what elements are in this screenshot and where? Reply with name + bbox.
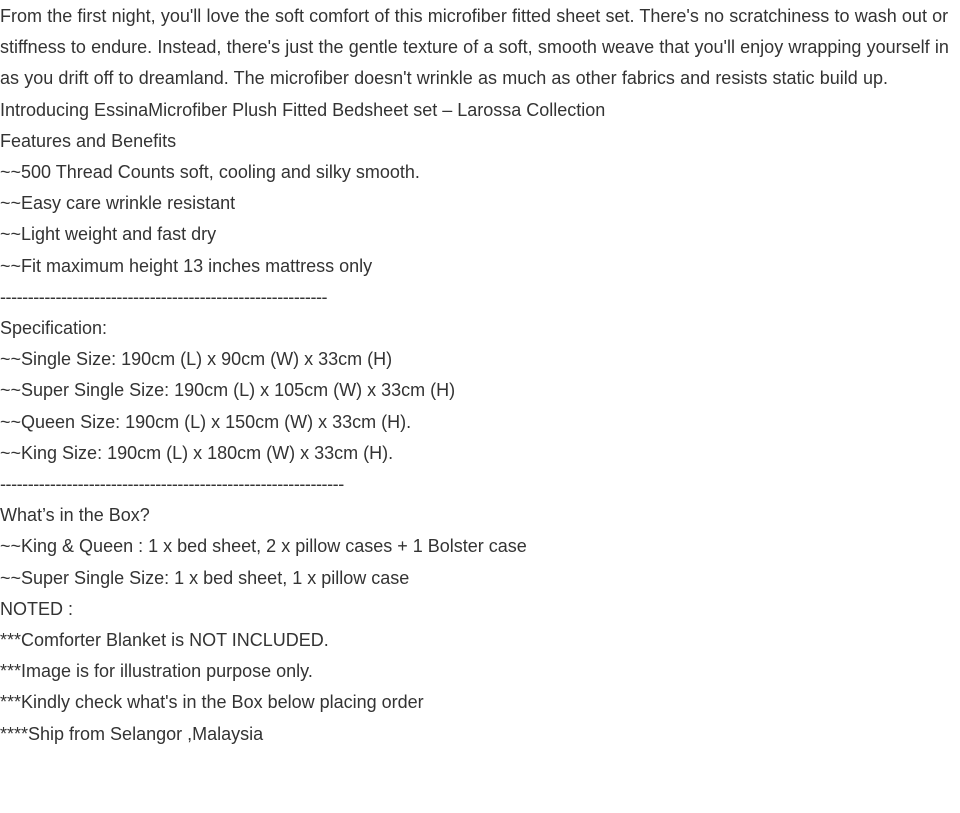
feature-item: ~~Easy care wrinkle resistant <box>0 193 236 214</box>
box-item: ~~King & Queen : 1 x bed sheet, 2 x pillow cases + 1 Bolster case <box>0 536 527 557</box>
note-item: ***Image is for illustration purpose only. <box>0 661 313 682</box>
product-line-title: Introducing EssinaMicrofiber Plush Fitted Bedsheet set – Larossa Collection <box>0 99 606 120</box>
spec-item: ~~Single Size: 190cm (L) x 90cm (W) x 33cm (H) <box>0 349 393 370</box>
feature-item: ~~500 Thread Counts soft, cooling and silky smooth. <box>0 162 420 183</box>
intro-paragraph: From the first night, you'll love the soft comfort of this microfiber fitted sheet set. There's no scratchiness to wash out or stiffness to endure. Instead, there's just the gentle texture of a soft, smooth weave that you'll enjoy wrapping yourself in as you drift off to dreamland. The microfiber doesn't wrinkle as much as other fabrics and resists static build up. <box>0 6 949 89</box>
spec-item: ~~King Size: 190cm (L) x 180cm (W) x 33cm (H). <box>0 442 394 463</box>
noted-heading: NOTED : <box>0 598 74 619</box>
divider-line: -------------------------------------------------------------- <box>0 474 344 495</box>
feature-item: ~~Fit maximum height 13 inches mattress only <box>0 255 373 276</box>
features-heading: Features and Benefits <box>0 130 177 151</box>
spec-item: ~~Super Single Size: 190cm (L) x 105cm (W) x 33cm (H) <box>0 380 456 401</box>
feature-item: ~~Light weight and fast dry <box>0 224 217 245</box>
box-item: ~~Super Single Size: 1 x bed sheet, 1 x pillow case <box>0 567 410 588</box>
box-contents-heading: What’s in the Box? <box>0 505 150 526</box>
specification-heading: Specification: <box>0 318 108 339</box>
product-description <box>0 1 958 750</box>
note-item: ***Comforter Blanket is NOT INCLUDED. <box>0 630 329 651</box>
spec-item: ~~Queen Size: 190cm (L) x 150cm (W) x 33cm (H). <box>0 411 412 432</box>
divider-line: ----------------------------------------------------------- <box>0 286 328 307</box>
note-item: ***Kindly check what's in the Box below placing order <box>0 692 424 713</box>
note-item: ****Ship from Selangor ,Malaysia <box>0 723 264 744</box>
